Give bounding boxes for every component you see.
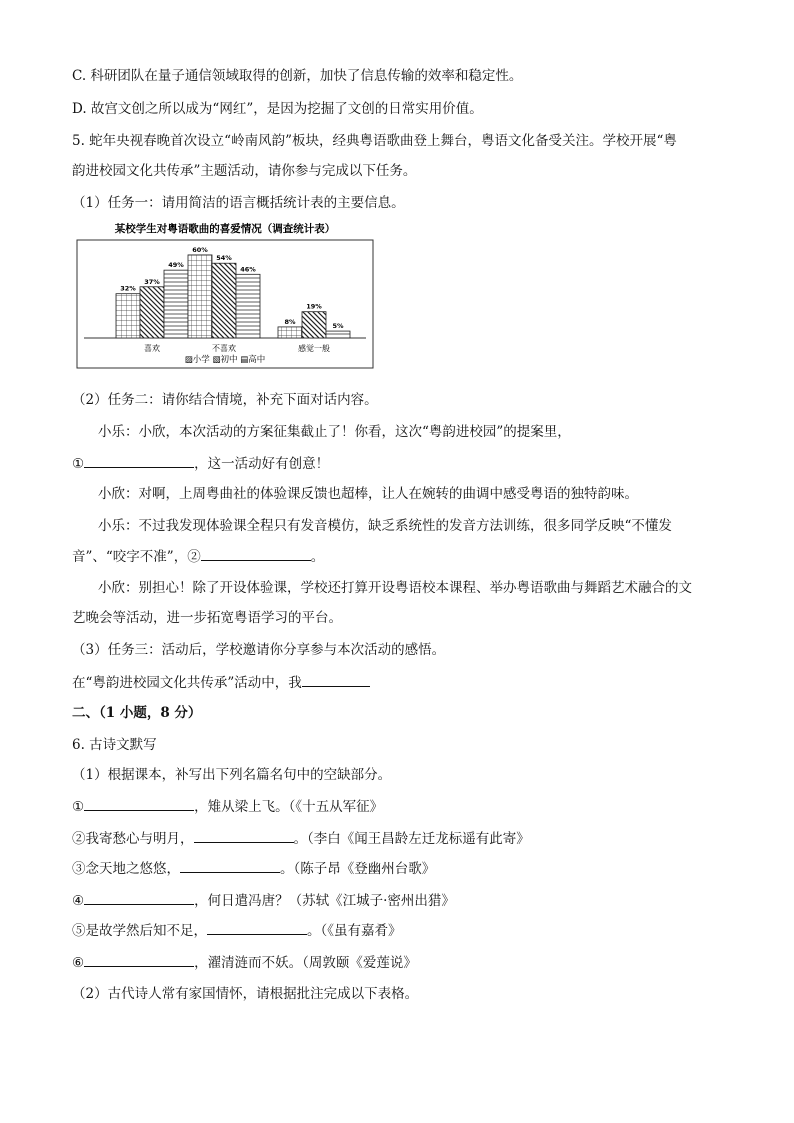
bar-value-label: 54%	[216, 254, 232, 263]
question-6-title: 6. 古诗文默写	[72, 737, 157, 753]
bar-value-label: 37%	[144, 277, 160, 286]
dialog-line-3: 小欣：对啊，上周粤曲社的体验课反馈也超棒，让人在婉转的曲调中感受粤语的独特韵味。	[98, 486, 638, 502]
bar-value-label: 5%	[332, 322, 344, 331]
poem-text: ③念天地之悠悠，	[72, 861, 180, 877]
dialog-text: 。	[310, 549, 325, 565]
poem-line-1	[72, 796, 383, 817]
option-d: D. 故宫文创之所以成为“网红”，是因为挖掘了文创的日常实用价值。	[72, 101, 483, 117]
poem-blank-2[interactable]	[194, 828, 294, 843]
poem-blank-1[interactable]	[84, 796, 194, 811]
question-5-stem: 5. 蛇年央视春晚首次设立“岭南风韵”板块，经典粤语歌曲登上舞台，粤语文化备受关注。学校开展“粤	[72, 133, 677, 149]
answer-blank-2[interactable]	[201, 546, 311, 561]
poem-blank-3[interactable]	[180, 858, 280, 873]
dialog-line-5	[72, 546, 324, 567]
dialog-text: ，这一活动好有创意！	[194, 456, 330, 472]
task-2: （2）任务二：请你结合情境，补充下面对话内容。	[72, 392, 378, 408]
answer-blank-1[interactable]	[84, 453, 194, 468]
dialog-line-2	[72, 453, 329, 474]
dialog-line-1: 小乐：小欣，本次活动的方案征集截止了！你看，这次“粤韵进校园”的提案里，	[98, 424, 571, 440]
poem-text: ，何日遣冯唐？（苏轼《江城子·密州出猎》	[194, 893, 455, 909]
poem-text: ⑥	[72, 955, 85, 971]
bar-value-label: 60%	[192, 245, 208, 254]
dialog-line-7: 艺晚会等活动，进一步拓宽粤语学习的平台。	[72, 610, 342, 626]
question-6-part-1: （1）根据课本，补写出下列名篇名句中的空缺部分。	[72, 767, 392, 783]
poem-blank-4[interactable]	[84, 890, 194, 905]
poem-text: ，雉从梁上飞。（《十五从军征》	[194, 799, 384, 815]
poem-line-2	[72, 828, 530, 849]
category-label: 不喜欢	[212, 344, 236, 353]
bar-感觉一般-初中	[302, 312, 326, 338]
bar-喜欢-初中	[140, 287, 164, 338]
option-c: C. 科研团队在量子通信领域取得的创新，加快了信息传输的效率和稳定性。	[72, 68, 523, 84]
dialog-line-6: 小欣：别担心！除了开设体验课，学校还打算开设粤语校本课程、举办粤语歌曲与舞蹈艺术融合的文	[98, 580, 692, 596]
poem-blank-5[interactable]	[207, 920, 307, 935]
poem-text: 。（《虽有嘉肴》	[307, 923, 402, 939]
poem-text: 。（李白《闻王昌龄左迁龙标遥有此寄》	[293, 831, 530, 847]
poem-blank-6[interactable]	[84, 952, 194, 967]
category-label: 感觉一般	[298, 344, 330, 353]
bar-value-label: 8%	[284, 317, 296, 326]
task-1: （1）任务一：请用简洁的语言概括统计表的主要信息。	[72, 195, 405, 211]
poem-text: ④	[72, 893, 85, 909]
dialog-text: 音”、“咬字不准”，②	[72, 549, 201, 565]
section-2-heading: 二、（1 小题，8 分）	[72, 705, 202, 721]
bar-感觉一般-高中	[326, 331, 350, 338]
poem-line-6	[72, 952, 417, 973]
bar-喜欢-小学	[116, 294, 140, 338]
poem-text: ⑤是故学然后知不足，	[72, 923, 207, 939]
chart-legend: ▨小学 ▧初中 ▤高中	[184, 355, 266, 365]
answer-blank-3[interactable]	[302, 672, 370, 687]
poem-line-4	[72, 890, 455, 911]
dialog-line-4: 小乐：不过我发现体验课全程只有发音模仿，缺乏系统性的发音方法训练，很多同学反映“不懂发	[98, 518, 672, 534]
poem-line-3	[72, 858, 435, 879]
bar-感觉一般-小学	[278, 327, 302, 338]
bar-value-label: 46%	[240, 265, 256, 274]
category-label: 喜欢	[144, 344, 160, 353]
bar-喜欢-高中	[164, 270, 188, 338]
task-3-prompt	[72, 672, 370, 693]
question-6-part-2: （2）古代诗人常有家国情怀，请根据批注完成以下表格。	[72, 986, 419, 1002]
survey-bar-chart	[76, 220, 374, 370]
chart-title: 某校学生对粤语歌曲的喜爱情况（调查统计表）	[114, 223, 336, 235]
poem-text: ①	[72, 799, 85, 815]
poem-text: ，濯清涟而不妖。（周敦颐《爱莲说》	[194, 955, 417, 971]
question-5-stem-cont: 韵进校园文化共传承”主题活动，请你参与完成以下任务。	[72, 163, 417, 179]
bar-不喜欢-小学	[188, 255, 212, 338]
poem-line-5	[72, 920, 402, 941]
bar-不喜欢-初中	[212, 263, 236, 338]
task-3: （3）任务三：活动后，学校邀请你分享参与本次活动的感悟。	[72, 642, 446, 658]
bar-value-label: 19%	[306, 302, 322, 311]
bar-value-label: 32%	[120, 284, 136, 293]
bar-value-label: 49%	[168, 261, 184, 270]
poem-text: 。（陈子昂《登幽州台歌》	[280, 861, 436, 877]
bar-不喜欢-高中	[236, 274, 260, 338]
poem-text: ②我寄愁心与明月，	[72, 831, 194, 847]
prompt-text: 在“粤韵进校园文化共传承”活动中，我	[72, 675, 302, 691]
blank-number: ①	[72, 456, 85, 472]
